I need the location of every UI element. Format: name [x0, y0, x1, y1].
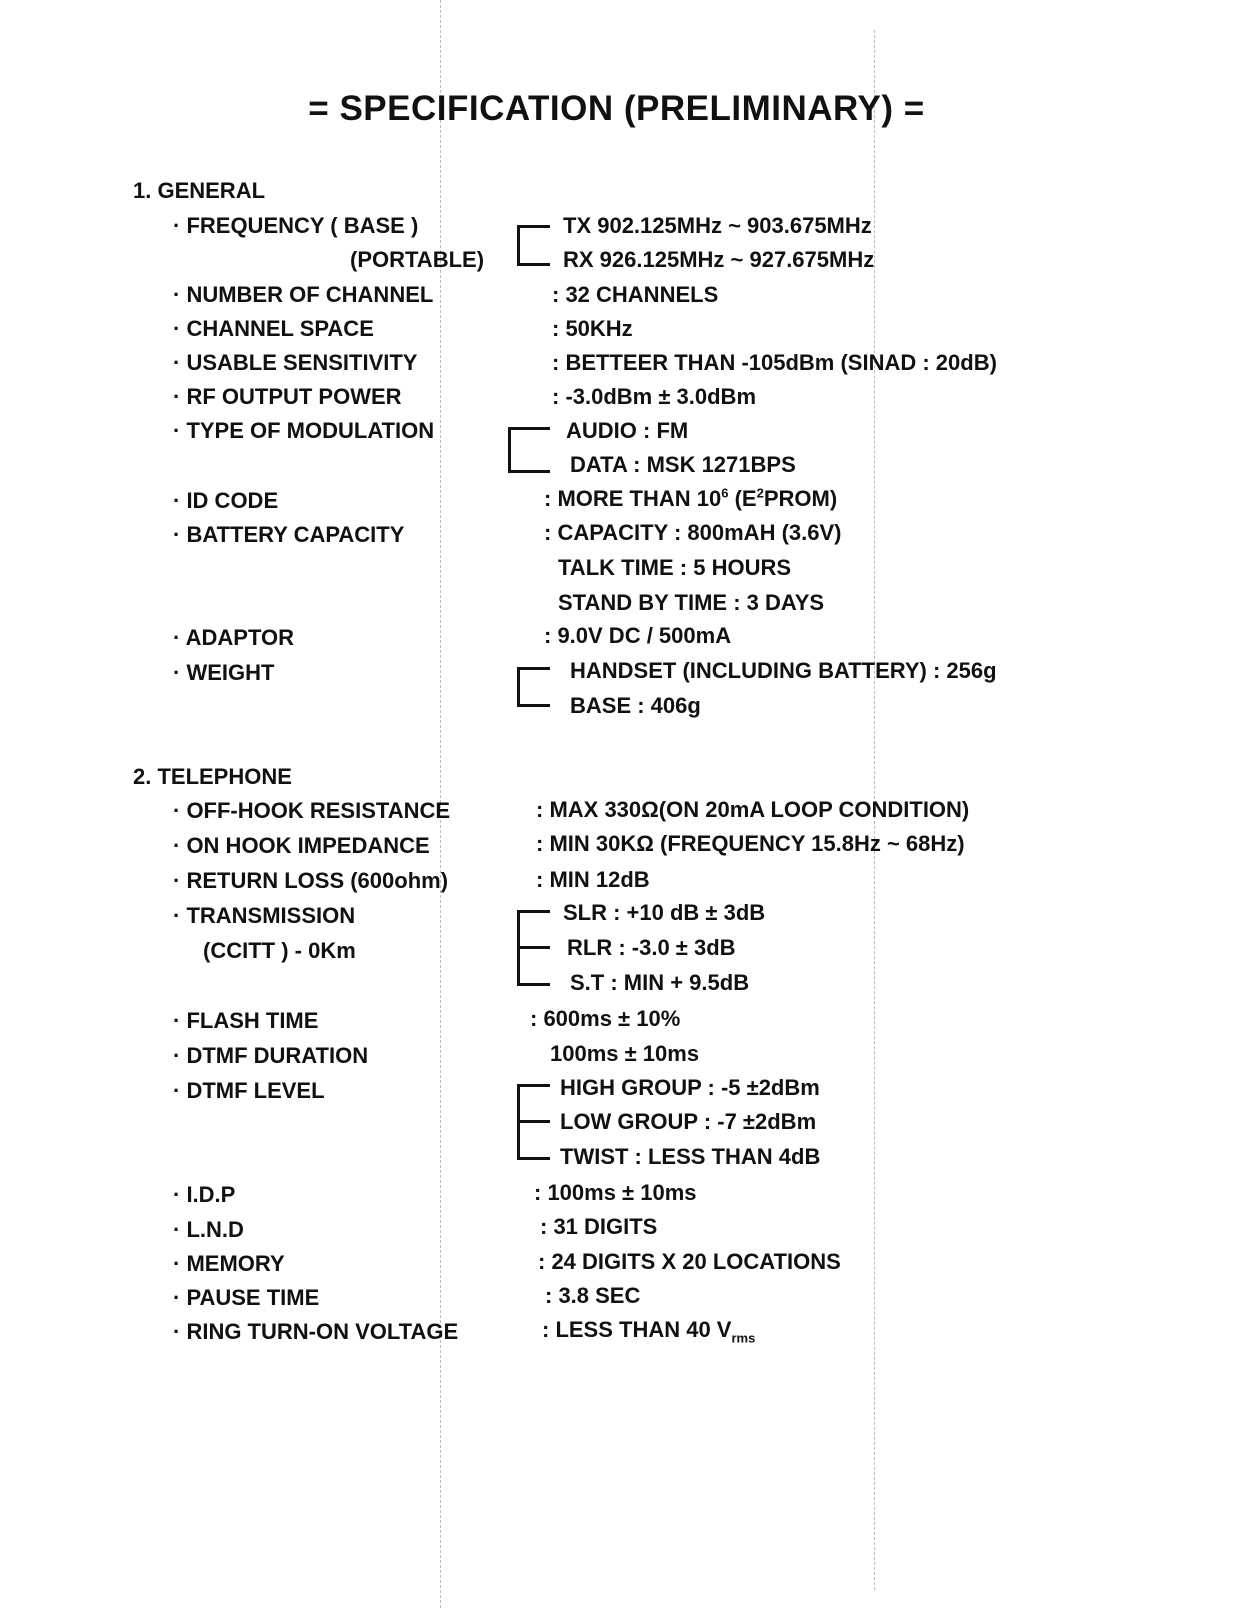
id-code-text: PROM) [763, 486, 838, 511]
onhook-label: · ON HOOK IMPEDANCE [173, 833, 430, 858]
frequency-bracket [517, 225, 520, 265]
pause-time-label: · PAUSE TIME [173, 1285, 320, 1310]
section-heading-telephone: 2. TELEPHONE [133, 764, 292, 789]
dtmf-level-bracket-tick [517, 1157, 550, 1160]
rf-output-value: : -3.0dBm ± 3.0dBm [552, 384, 757, 409]
weight-bracket-tick [517, 704, 550, 707]
slr-value: SLR : +10 dB ± 3dB [563, 900, 766, 925]
st-value: S.T : MIN + 9.5dB [570, 970, 750, 995]
dtmf-duration-label: · DTMF DURATION [173, 1043, 369, 1068]
id-code-text: : MORE THAN 10 [544, 486, 722, 511]
return-loss-label: · RETURN LOSS (600ohm) [173, 868, 449, 893]
flash-time-value: : 600ms ± 10% [530, 1006, 681, 1031]
twist-value: TWIST : LESS THAN 4dB [560, 1144, 821, 1169]
frequency-bracket-tick [517, 225, 550, 228]
transmission-bracket-tick [517, 910, 550, 913]
transmission-bracket-tick [517, 946, 550, 949]
frequency-bracket-tick [517, 263, 550, 266]
adaptor-value: : 9.0V DC / 500mA [544, 623, 732, 648]
onhook-value: : MIN 30KΩ (FREQUENCY 15.8Hz ~ 68Hz) [536, 831, 965, 856]
idp-value: : 100ms ± 10ms [534, 1180, 697, 1205]
sensitivity-label: · USABLE SENSITIVITY [173, 350, 418, 375]
memory-value: : 24 DIGITS X 20 LOCATIONS [538, 1249, 841, 1274]
adaptor-label: · ADAPTOR [173, 625, 294, 650]
idp-label: · I.D.P [173, 1182, 236, 1207]
modulation-bracket-tick [508, 427, 550, 430]
id-code-value [544, 486, 837, 512]
ring-voltage-value [542, 1317, 756, 1346]
rx-frequency: RX 926.125MHz ~ 927.675MHz [563, 247, 875, 272]
battery-standby-time: STAND BY TIME : 3 DAYS [558, 590, 825, 615]
transmission-label: · TRANSMISSION [173, 903, 356, 928]
id-code-exponent: 6 [721, 485, 729, 501]
dtmf-level-bracket-tick [517, 1120, 550, 1123]
channel-space-label: · CHANNEL SPACE [173, 316, 374, 341]
offhook-value: : MAX 330Ω(ON 20mA LOOP CONDITION) [536, 797, 970, 822]
flash-time-label: · FLASH TIME [173, 1008, 319, 1033]
dtmf-duration-value: 100ms ± 10ms [550, 1041, 700, 1066]
weight-label: · WEIGHT [173, 660, 275, 685]
battery-capacity: : CAPACITY : 800mAH (3.6V) [544, 520, 842, 545]
dtmf-level-label: · DTMF LEVEL [173, 1078, 325, 1103]
weight-base: BASE : 406g [570, 693, 701, 718]
id-code-label: · ID CODE [173, 488, 279, 513]
channels-label: · NUMBER OF CHANNEL [173, 282, 434, 307]
battery-talk-time: TALK TIME : 5 HOURS [558, 555, 792, 580]
weight-bracket [517, 667, 520, 707]
modulation-audio: AUDIO : FM [566, 418, 689, 443]
modulation-bracket [508, 427, 511, 473]
ring-voltage-text: : LESS THAN 40 V [542, 1317, 732, 1342]
rlr-value: RLR : -3.0 ± 3dB [567, 935, 736, 960]
modulation-data: DATA : MSK 1271BPS [570, 452, 796, 477]
modulation-bracket-tick [508, 470, 550, 473]
id-code-text: (E [728, 486, 757, 511]
transmission-bracket-tick [517, 983, 550, 986]
transmission-ccitt-label: (CCITT ) - 0Km [203, 938, 356, 963]
channels-value: : 32 CHANNELS [552, 282, 719, 307]
rf-output-label: · RF OUTPUT POWER [173, 384, 402, 409]
weight-bracket-tick [517, 667, 550, 670]
offhook-label: · OFF-HOOK RESISTANCE [173, 798, 451, 823]
ring-voltage-unit: rms [731, 1330, 756, 1346]
high-group-value: HIGH GROUP : -5 ±2dBm [560, 1075, 820, 1100]
pause-time-value: : 3.8 SEC [545, 1283, 641, 1308]
frequency-portable-label: (PORTABLE) [350, 247, 485, 272]
sensitivity-value: : BETTEER THAN -105dBm (SINAD : 20dB) [552, 350, 997, 375]
battery-label: · BATTERY CAPACITY [173, 522, 405, 547]
weight-handset: HANDSET (INCLUDING BATTERY) : 256g [570, 658, 997, 683]
page-title: = SPECIFICATION (PRELIMINARY) = [308, 89, 925, 128]
channel-space-value: : 50KHz [552, 316, 633, 341]
lnd-label: · L.N.D [173, 1217, 244, 1242]
dtmf-level-bracket-tick [517, 1084, 550, 1087]
ring-voltage-label: · RING TURN-ON VOLTAGE [173, 1319, 459, 1344]
memory-label: · MEMORY [173, 1251, 285, 1276]
modulation-label: · TYPE OF MODULATION [173, 418, 435, 443]
id-code-exponent: 2 [756, 485, 764, 501]
tx-frequency: TX 902.125MHz ~ 903.675MHz [563, 213, 872, 238]
frequency-label: · FREQUENCY ( BASE ) [173, 213, 419, 238]
section-heading-general: 1. GENERAL [133, 178, 266, 203]
return-loss-value: : MIN 12dB [536, 867, 650, 892]
lnd-value: : 31 DIGITS [540, 1214, 658, 1239]
low-group-value: LOW GROUP : -7 ±2dBm [560, 1109, 817, 1134]
